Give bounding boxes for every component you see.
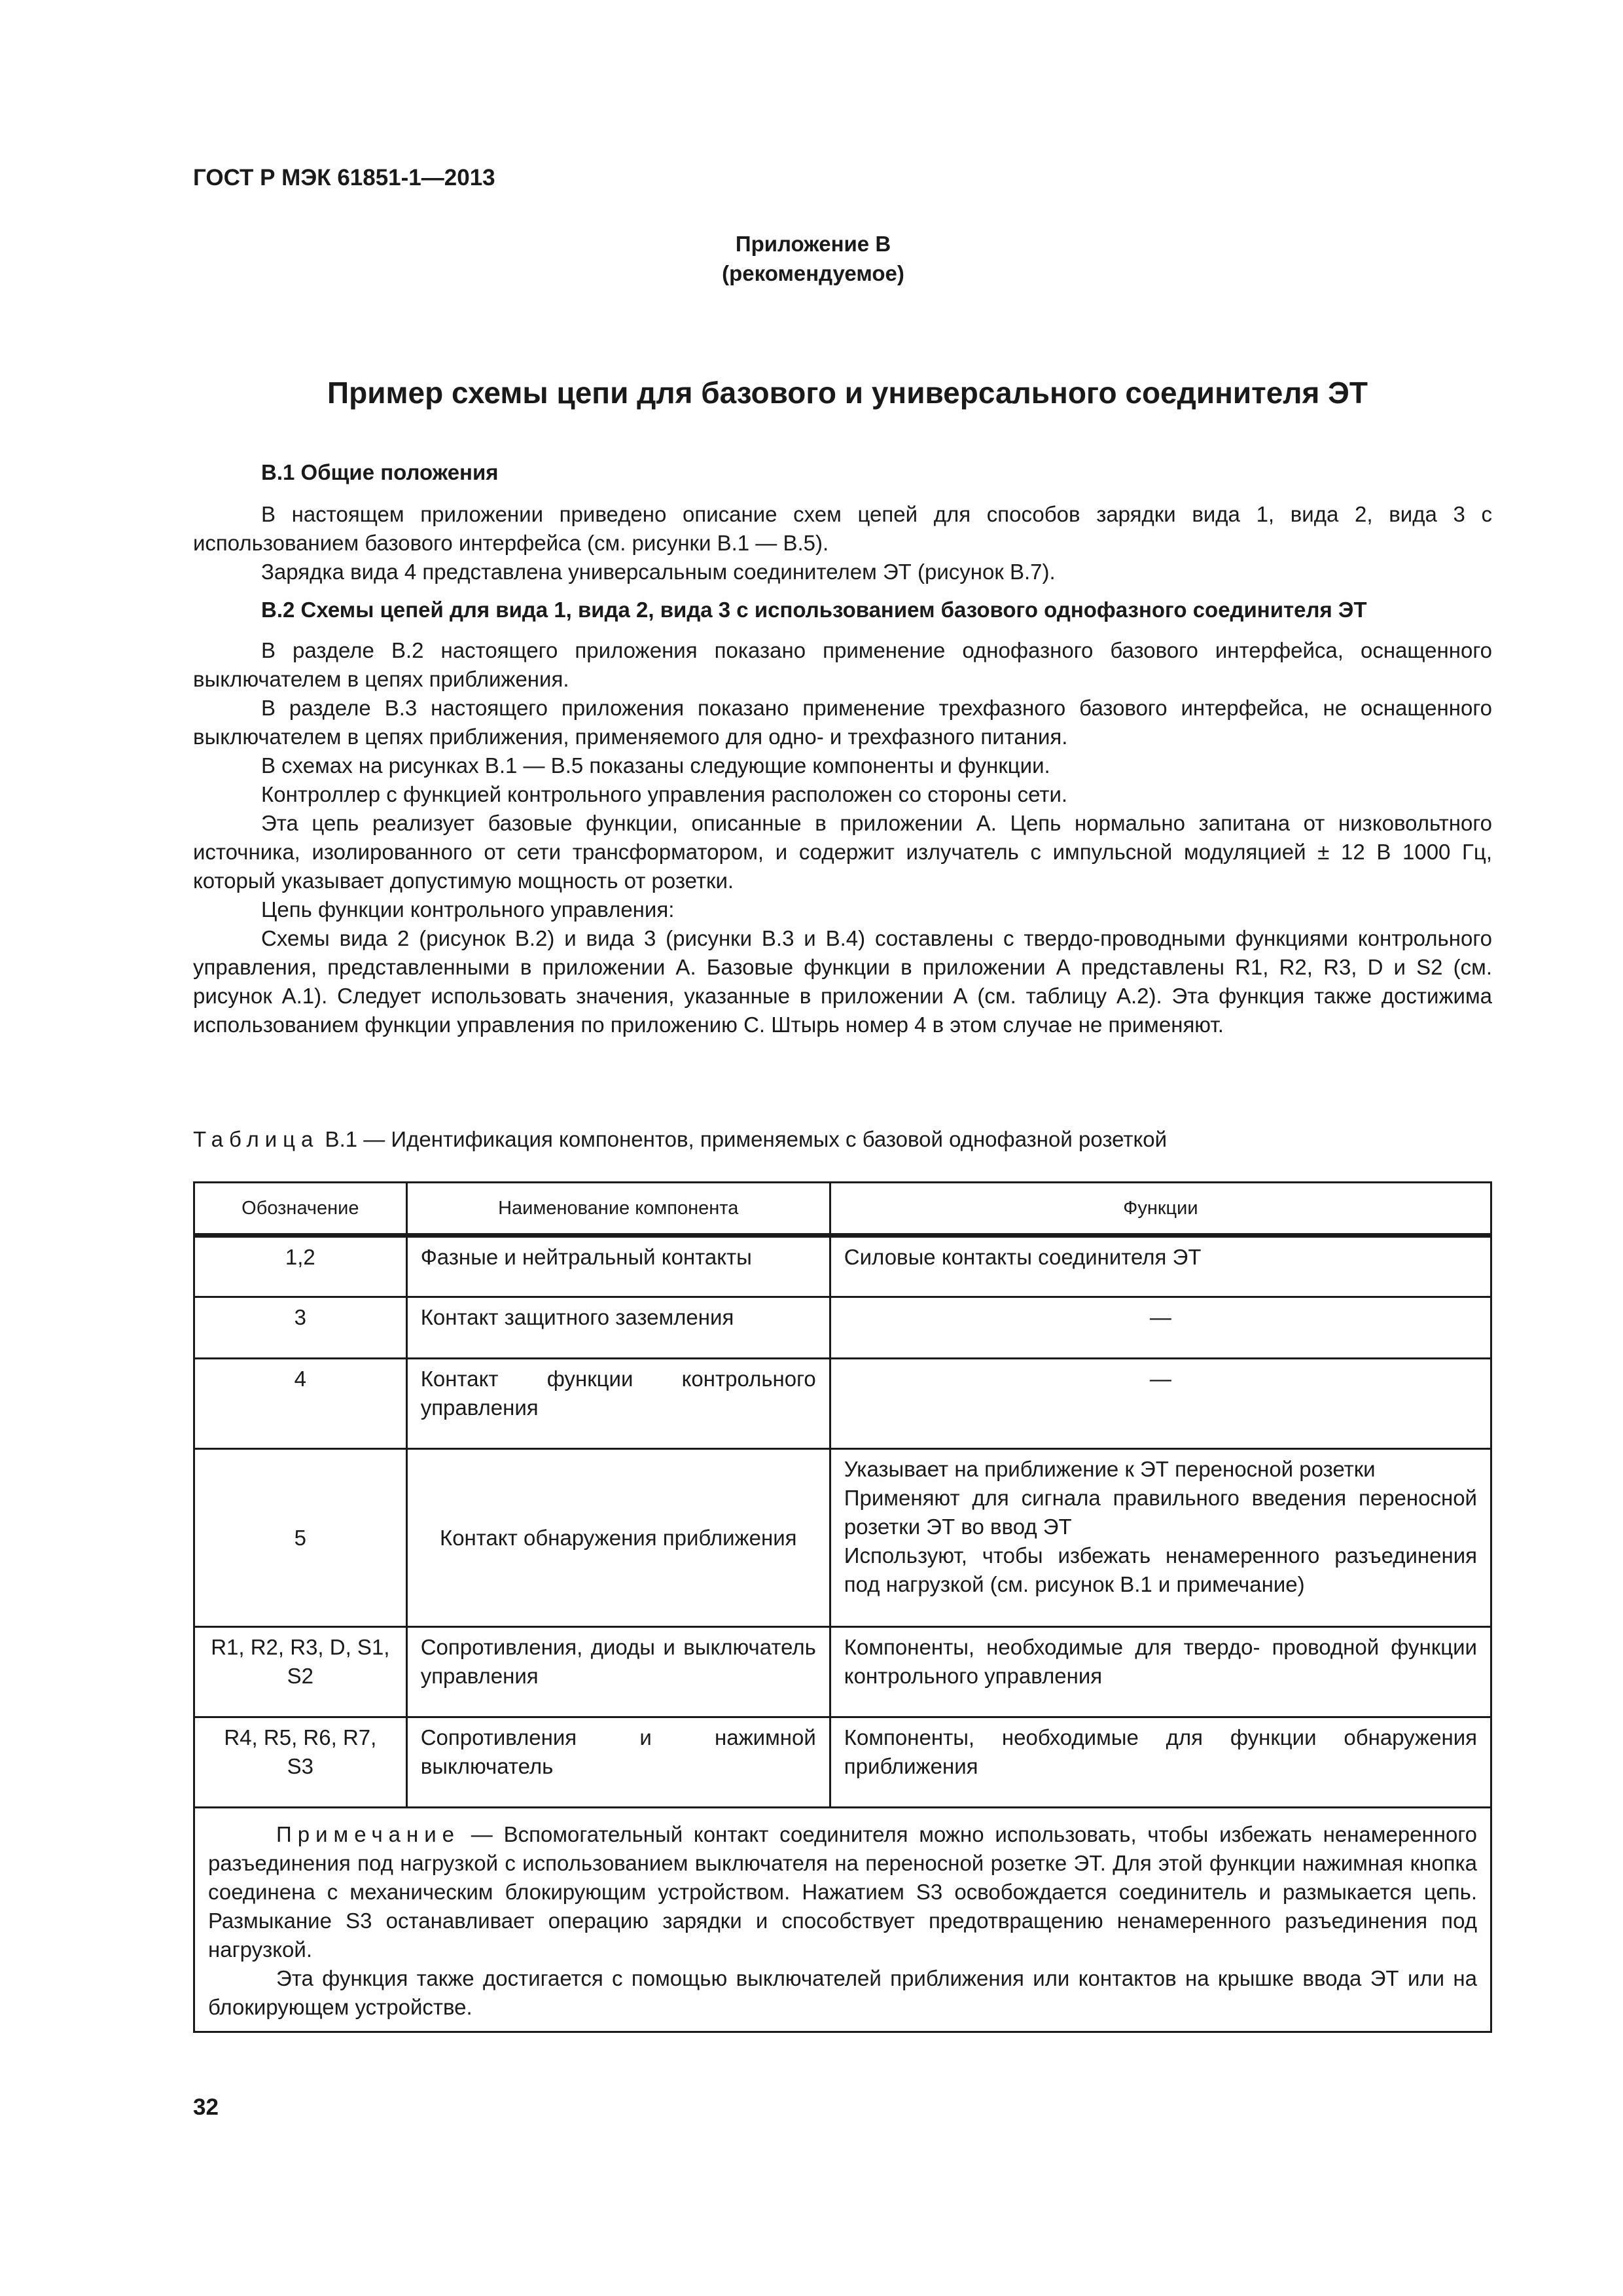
- table-note-row: [194, 1808, 1491, 2032]
- table-cell: Сопротивления, диоды и выключатель управления: [406, 1627, 830, 1717]
- column-header: Наименование компонента: [406, 1183, 830, 1236]
- appendix-status: (рекомендуемое): [722, 261, 904, 285]
- table-cell: Контакт защитного заземления: [406, 1297, 830, 1359]
- table-cell: R4, R5, R6, R7, S3: [194, 1717, 407, 1808]
- table-cell: Указывает на приближение к ЭТ переносной розетки Применяют для сигнала правильного введения переносной розетки ЭТ во ввод ЭТ Используют, чтобы избежать ненамеренного разъединения под нагрузкой (см. рисунок В.1 и примечание): [830, 1449, 1491, 1627]
- table-cell: —: [830, 1297, 1491, 1359]
- paragraph: В настоящем приложении приведено описание схем цепей для способов зарядки вида 1, вида 2, вида 3 с использованием базового интерфейса (см. рисунки В.1 — В.5).: [193, 502, 1492, 555]
- page-title: Пример схемы цепи для базового и универсального соединителя ЭТ: [327, 376, 1368, 410]
- table-cell: Силовые контакты соединителя ЭТ: [830, 1236, 1491, 1297]
- page-number: 32: [193, 2094, 219, 2120]
- table-cell: 4: [194, 1359, 407, 1449]
- document-header: ГОСТ Р МЭК 61851-1—2013: [193, 165, 495, 190]
- appendix-heading: [0, 229, 1623, 288]
- appendix-title: Приложение В: [735, 232, 891, 256]
- note-paragraph: [208, 1820, 1477, 1964]
- table-row: [194, 1297, 1491, 1359]
- table-cell: 5: [194, 1449, 407, 1627]
- table-caption: [193, 1127, 1167, 1152]
- table-cell: Компоненты, необходимые для твердо- проводной функции контрольного управления: [830, 1627, 1491, 1717]
- table-cell: Компоненты, необходимые для функции обнаружения приближения: [830, 1717, 1491, 1808]
- body-text: [193, 458, 1492, 1039]
- table-cell: Контакт обнаружения приближения: [406, 1449, 830, 1627]
- column-header: Функции: [830, 1183, 1491, 1236]
- paragraph: Контроллер с функцией контрольного управления расположен со стороны сети.: [261, 782, 1068, 806]
- table-cell: Сопротивления и нажимной выключатель: [406, 1717, 830, 1808]
- components-table: [193, 1181, 1492, 2033]
- paragraph: Цепь функции контрольного управления:: [261, 897, 675, 922]
- table-header-row: [194, 1183, 1491, 1236]
- table-caption-label: Таблица: [193, 1127, 319, 1151]
- table-cell: —: [830, 1359, 1491, 1449]
- note-label: Примечание: [276, 1822, 461, 1846]
- table-cell: Контакт функции контрольного управления: [406, 1359, 830, 1449]
- table-caption-text: В.1 — Идентификация компонентов, применяемых с базовой однофазной розеткой: [319, 1127, 1168, 1151]
- section-heading-b1: В.1 Общие положения: [261, 460, 499, 484]
- table-cell: 3: [194, 1297, 407, 1359]
- table-cell: 1,2: [194, 1236, 407, 1297]
- table-row: [194, 1717, 1491, 1808]
- table-row: [194, 1449, 1491, 1627]
- table-cell: R1, R2, R3, D, S1, S2: [194, 1627, 407, 1717]
- paragraph: В разделе В.2 настоящего приложения показано применение однофазного базового интерфейса, оснащенного выключателем в цепях приближения.: [193, 638, 1492, 691]
- table-row: [194, 1236, 1491, 1297]
- paragraph: В схемах на рисунках В.1 — В.5 показаны следующие компоненты и функции.: [261, 753, 1050, 778]
- paragraph: Схемы вида 2 (рисунок В.2) и вида 3 (рисунки В.3 и В.4) составлены с твердо-проводными функциями контрольного управления, представленными в приложении А. Базовые функции в приложении А представлены R1, R2, R3, D и S2 (см. рисунок А.1). Следует использовать значения, указанные в приложении А (см. таблицу А.2). Эта функция также достижима использованием функции управления по приложению С. Штырь номер 4 в этом случае не применяют.: [193, 926, 1492, 1037]
- note-paragraph: Эта функция также достигается с помощью выключателей приближения или контактов на крышке ввода ЭТ или на блокирующем устройстве.: [208, 1966, 1477, 2019]
- paragraph: Зарядка вида 4 представлена универсальным соединителем ЭТ (рисунок В.7).: [261, 560, 1056, 584]
- section-heading-b2: В.2 Схемы цепей для вида 1, вида 2, вида 3 с использованием базового однофазного соединителя ЭТ: [261, 598, 1367, 622]
- table-cell: Фазные и нейтральный контакты: [406, 1236, 830, 1297]
- table-row: [194, 1627, 1491, 1717]
- paragraph: В разделе В.3 настоящего приложения показано применение трехфазного базового интерфейса, не оснащенного выключателем в цепях приближения, применяемого для одно- и трехфазного питания.: [193, 696, 1492, 749]
- column-header: Обозначение: [194, 1183, 407, 1236]
- table-note: [194, 1808, 1491, 2032]
- note-text: — Вспомогательный контакт соединителя можно использовать, чтобы избежать ненамеренного разъединения под нагрузкой с использованием выключателя на переносной розетке ЭТ. Для этой функции нажимная кнопка соединена с механическим блокирующим устройством. Нажатием S3 освобождается соединитель и размыкается цепь. Размыкание S3 останавливает операцию зарядки и способствует предотвращению ненамеренного разъединения под нагрузкой.: [208, 1822, 1477, 1962]
- paragraph: Эта цепь реализует базовые функции, описанные в приложении А. Цепь нормально запитана от низковольтного источника, изолированного от сети трансформатором, и содержит излучатель с импульсной модуляцией ± 12 В 1000 Гц, который указывает допустимую мощность от розетки.: [193, 811, 1492, 893]
- table-row: [194, 1359, 1491, 1449]
